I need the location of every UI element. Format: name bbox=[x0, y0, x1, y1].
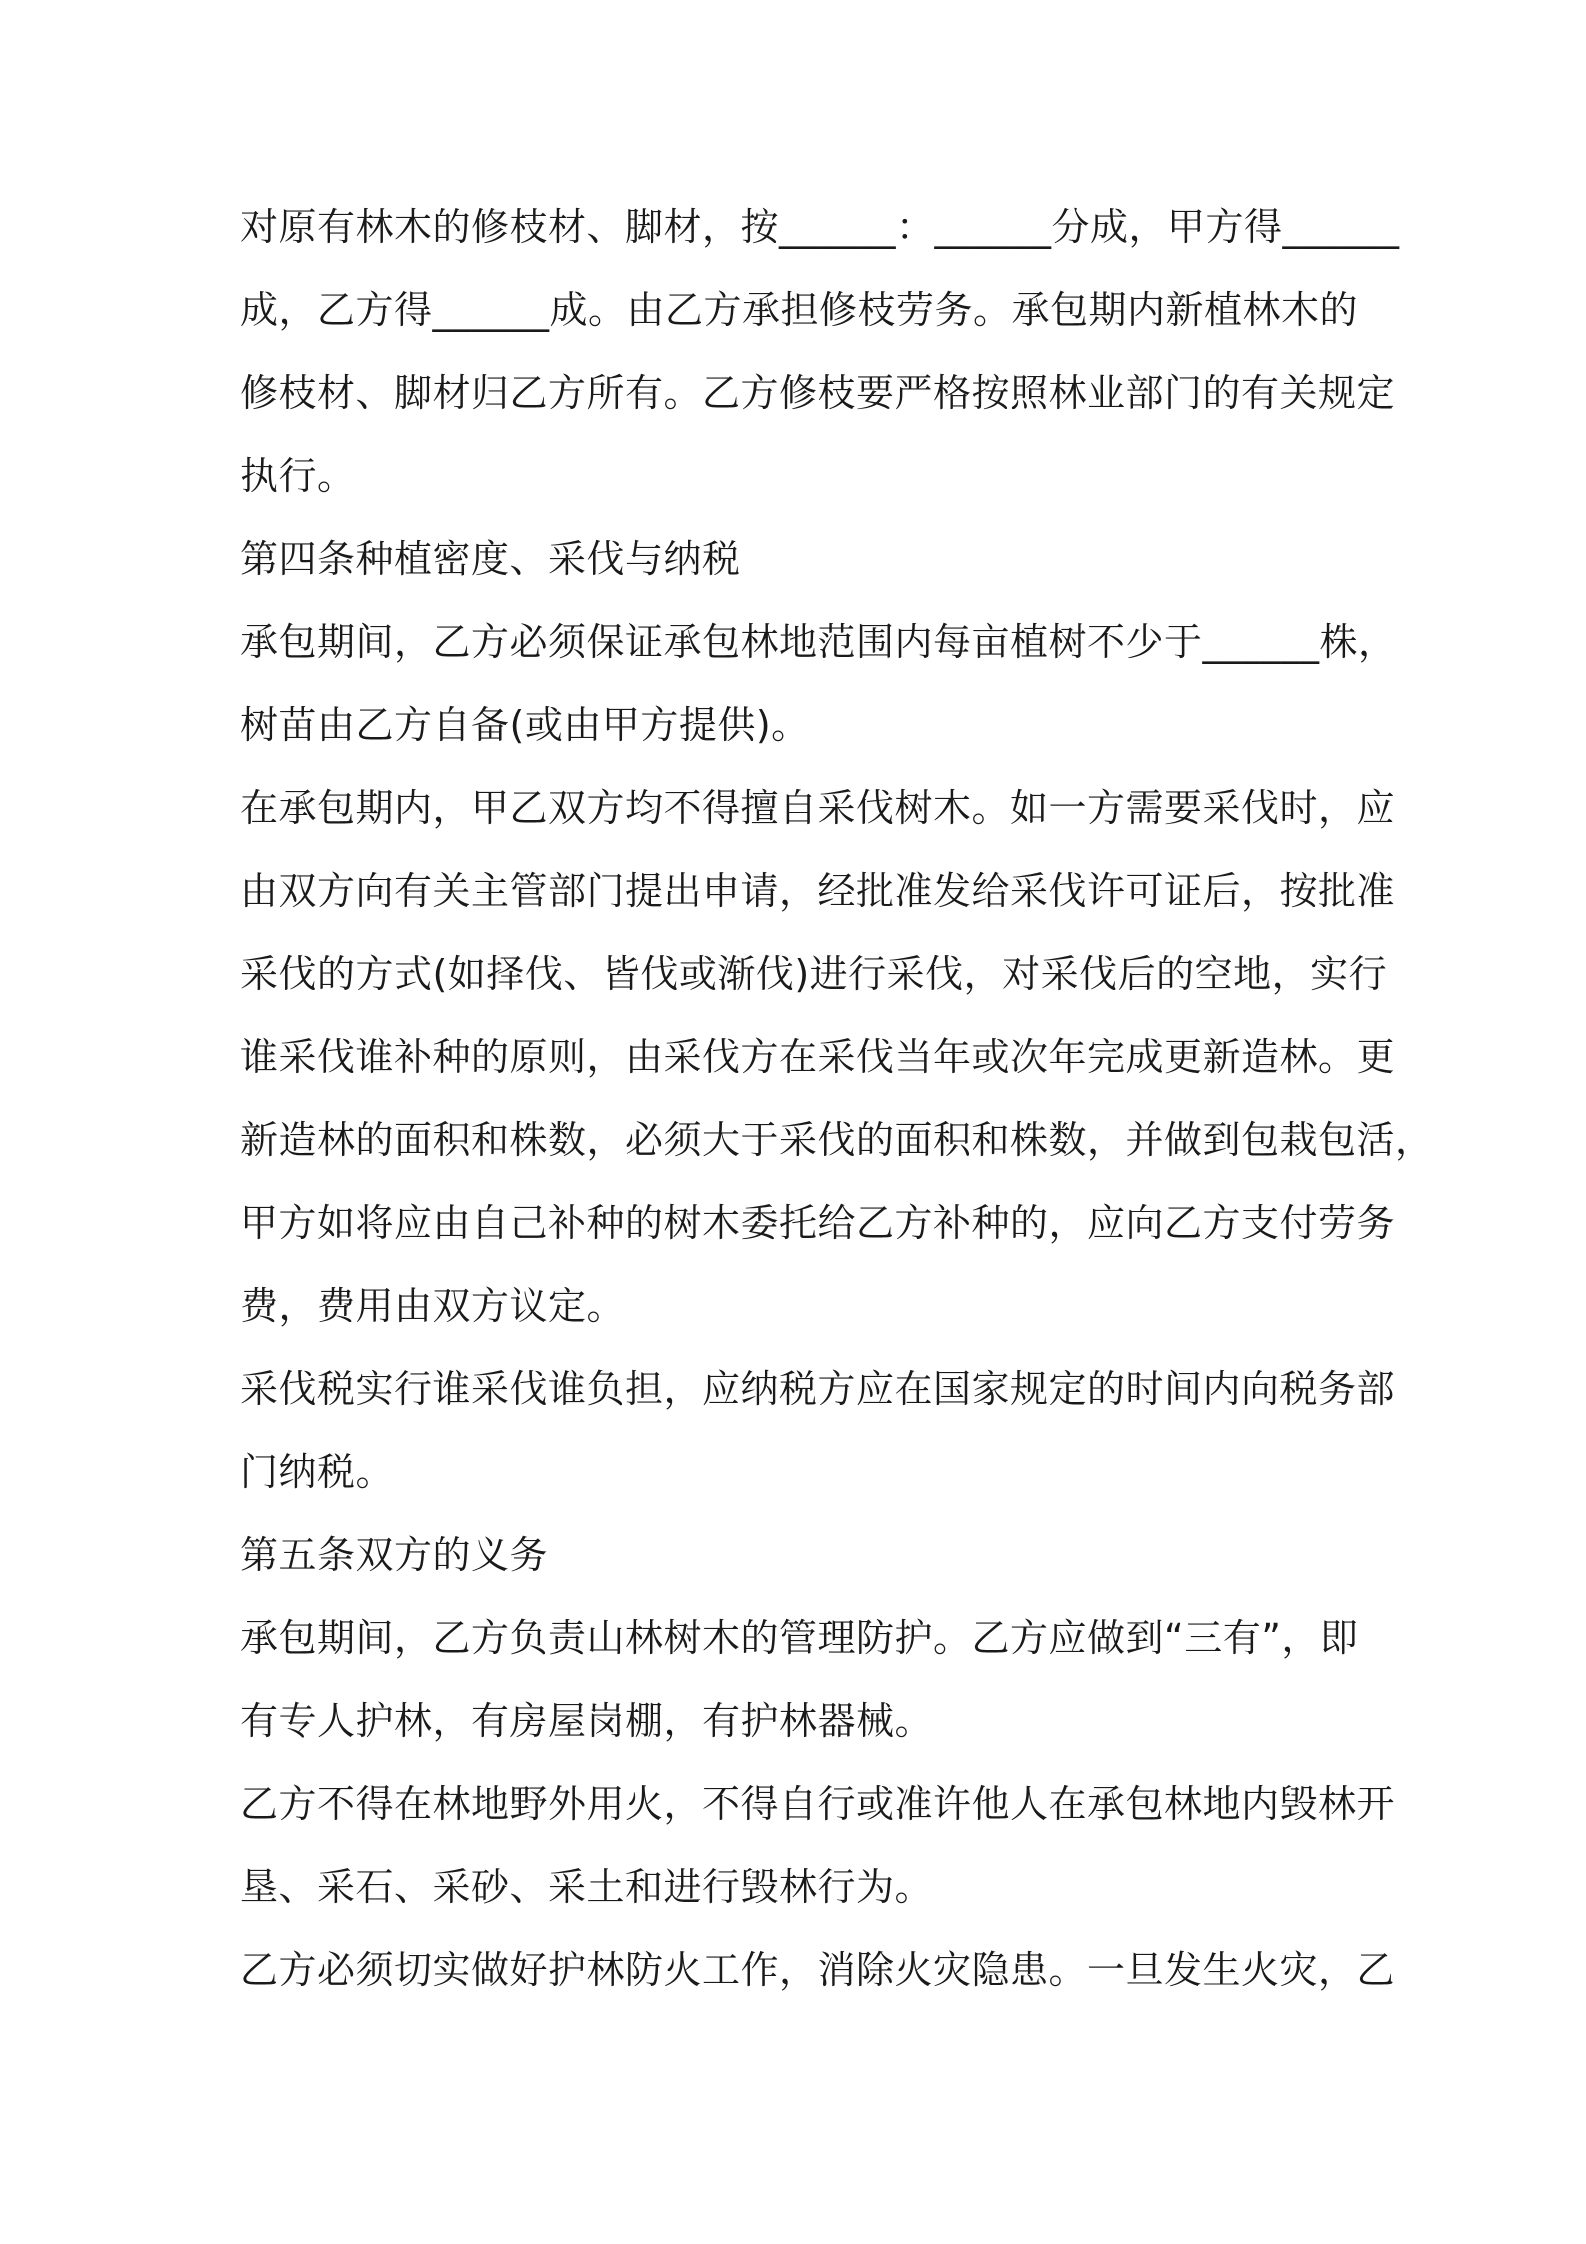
text-line: 乙方必须切实做好护林防火工作，消除火灾隐患。一旦发生火灾，乙 bbox=[240, 1948, 1396, 1992]
section-heading: 第五条双方的义务 bbox=[240, 1533, 549, 1577]
text-line: 执行。 bbox=[240, 454, 356, 498]
text-line: 有专人护林，有房屋岗棚，有护林器械。 bbox=[240, 1699, 934, 1743]
text-line: 承包期间，乙方必须保证承包林地范围内每亩植树不少于______株， bbox=[240, 620, 1397, 664]
text-line: 由双方向有关主管部门提出申请，经批准发给采伐许可证后，按批准 bbox=[240, 869, 1396, 913]
text-line: 新造林的面积和株数，必须大于采伐的面积和株数，并做到包栽包活， bbox=[240, 1118, 1434, 1162]
text-line: 垦、采石、采砂、采土和进行毁林行为。 bbox=[240, 1865, 934, 1909]
text-line: 对原有林木的修枝材、脚材，按______：______分成，甲方得______ bbox=[240, 205, 1400, 249]
text-line: 采伐税实行谁采伐谁负担，应纳税方应在国家规定的时间内向税务部 bbox=[240, 1367, 1396, 1411]
text-line: 修枝材、脚材归乙方所有。乙方修枝要严格按照林业部门的有关规定 bbox=[240, 371, 1396, 415]
text-line: 门纳税。 bbox=[240, 1450, 395, 1494]
document-page bbox=[240, 186, 1434, 2012]
text-line: 费，费用由双方议定。 bbox=[240, 1284, 626, 1328]
text-line: 甲方如将应由自己补种的树木委托给乙方补种的，应向乙方支付劳务 bbox=[240, 1201, 1396, 1245]
text-line: 在承包期内，甲乙双方均不得擅自采伐树木。如一方需要采伐时，应 bbox=[240, 786, 1396, 830]
text-line: 谁采伐谁补种的原则，由采伐方在采伐当年或次年完成更新造林。更 bbox=[240, 1035, 1396, 1079]
text-line: 采伐的方式(如择伐、皆伐或渐伐)进行采伐，对采伐后的空地，实行 bbox=[240, 952, 1388, 996]
text-line: 乙方不得在林地野外用火，不得自行或准许他人在承包林地内毁林开 bbox=[240, 1782, 1396, 1826]
section-heading: 第四条种植密度、采伐与纳税 bbox=[240, 537, 741, 581]
text-line: 树苗由乙方自备(或由甲方提供)。 bbox=[240, 703, 810, 747]
text-line: 承包期间，乙方负责山林树木的管理防护。乙方应做到“三有”，即 bbox=[240, 1616, 1359, 1660]
text-line: 成，乙方得______成。由乙方承担修枝劳务。承包期内新植林木的 bbox=[240, 288, 1359, 332]
